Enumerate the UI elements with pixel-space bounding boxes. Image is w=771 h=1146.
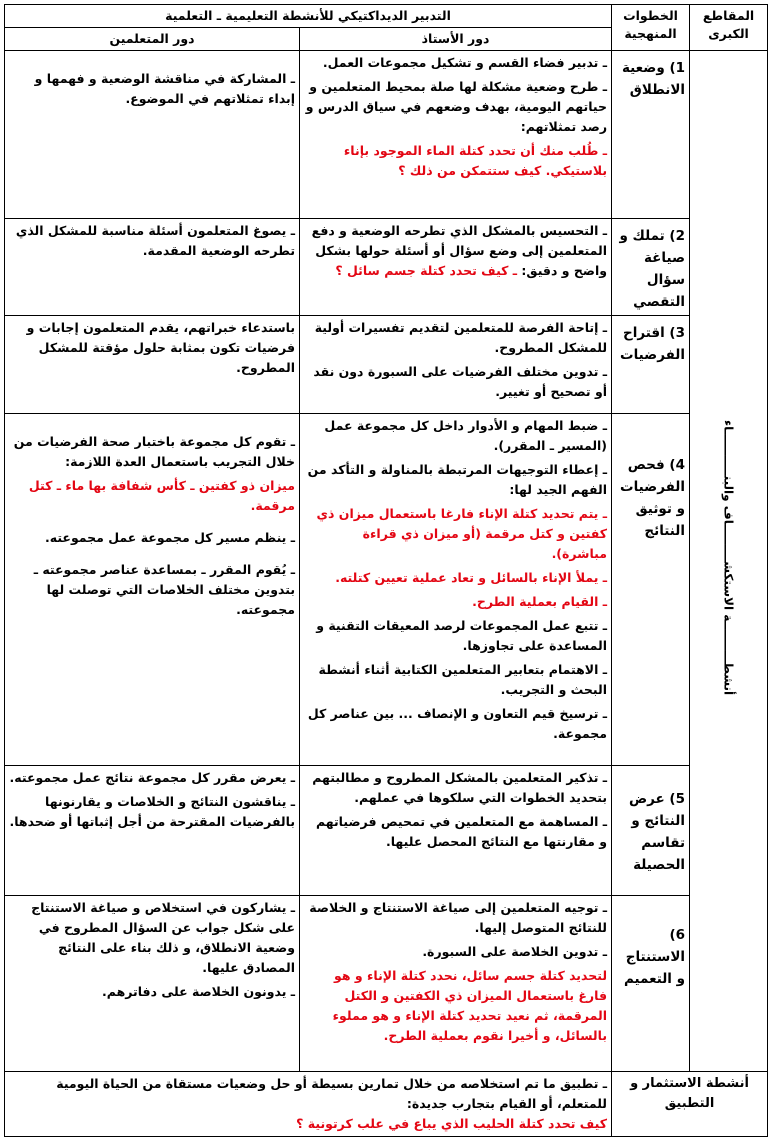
teacher-item: ـ تتبع عمل المجموعات لرصد المعيقات التقنية و المساعدة على تجاوزها.: [316, 618, 608, 653]
teacher-item-text: ـ التحسيس بالمشكل الذي تطرحه الوضعية و دفع المتعلمين إلى وضع سؤال أو أسئلة حولها بشكل واضح و دقيق:: [311, 223, 608, 278]
stage-name: 4) فحص الفرضيات و توثيق النتائج: [612, 414, 690, 766]
teacher-item-highlight: ـ كيف تحدد كتلة جسم سائل ؟: [335, 263, 518, 278]
learner-cell: [5, 766, 300, 896]
side-label: أنشطــــــــــة الاستكشـــــــــاف والبنـــــــــــاء: [721, 420, 736, 696]
stage-name: 2) تملك و صياغة سؤال التقصي: [612, 219, 690, 316]
teacher-cell: [300, 896, 612, 1072]
teacher-item: ـ تذكير المتعلمين بالمشكل المطروح و مطالبتهم بتحديد الخطوات التي سلكوها في عملهم.: [312, 770, 608, 805]
stage-row: [5, 316, 768, 414]
teacher-item: ـ تدوين مختلف الفرضيات على السبورة دون نقد أو تصحيح أو تغيير.: [313, 364, 608, 399]
teacher-item: ـ الاهتمام بتعابير المتعلمين الكتابية أثناء أنشطة البحث و التجريب.: [318, 662, 608, 697]
stage-name: 6) الاستنتاج و التعميم: [612, 896, 690, 1072]
stage-name: 5) عرض النتائج و تقاسم الحصيلة: [612, 766, 690, 896]
header-learner-role: دور المتعلمين: [5, 28, 300, 51]
teacher-item: ـ ضبط المهام و الأدوار داخل كل مجموعة عمل (المسير ـ المقرر).: [324, 418, 608, 453]
stage-name: 1) وضعية الانطلاق: [612, 51, 690, 219]
learner-item: ـ المشاركة في مناقشة الوضعية و فهمها و إبداء تمثلاتهم في الموضوع.: [34, 71, 296, 106]
teacher-item-highlight: لتحديد كتلة جسم سائل، نحدد كتلة الإناء و هو فارغ باستعمال الميزان ذي الكفتين و الكتل المرقمة، ثم نعيد تحديد كتلة الإناء و هو مملوء بالسائل، و أخيرا نقوم بعملية الطرح.: [332, 968, 608, 1043]
side-label-cell: [690, 51, 768, 1072]
application-question: كيف تحدد كتلة الحليب الذي يباع في علب كرتونية ؟: [296, 1116, 608, 1131]
application-row: [5, 1072, 768, 1137]
teacher-item: ـ تدوين الخلاصة على السبورة.: [422, 944, 608, 959]
teacher-cell: [300, 414, 612, 766]
teacher-item-highlight: ـ يملأ الإناء بالسائل و تعاد عملية تعيين كتلته.: [335, 570, 608, 585]
learner-item: ـ يشاركون في استخلاص و صياغة الاستنتاج على شكل جواب عن السؤال المطروح في وضعية الانطلاق، و ذلك بناء على النتائج المصادق عليها.: [31, 900, 296, 975]
header-big-stages: المقاطع الكبرى: [690, 5, 768, 51]
teacher-item: ـ تدبير فضاء القسم و تشكيل مجموعات العمل.: [322, 55, 608, 70]
learner-cell: [5, 896, 300, 1072]
learner-cell: [5, 316, 300, 414]
teacher-cell: [300, 51, 612, 219]
teacher-item: ـ طرح وضعية مشكلة لها صلة بمحيط المتعلمين و حياتهم اليومية، بهدف وضعهم في سياق الدرس و رصد تمثلاتهم:: [305, 79, 608, 134]
teacher-item: ـ المساهمة مع المتعلمين في تمحيص فرضياتهم و مقارنتها مع النتائج المحصل عليها.: [315, 814, 608, 849]
teacher-cell: [300, 766, 612, 896]
teacher-item: [304, 221, 607, 281]
teacher-item: ـ إعطاء التوجيهات المرتبطة بالمناولة و التأكد من الفهم الجيد لها:: [307, 462, 608, 497]
teacher-item-highlight: ـ طُلب منك أن تحدد كتلة الماء الموجود بإناء بلاستيكي. كيف ستتمكن من ذلك ؟: [343, 143, 608, 178]
learner-item: ـ يدونون الخلاصة على دفاترهم.: [102, 984, 296, 999]
stage-row: [5, 896, 768, 1072]
teacher-item-highlight: ـ يتم تحديد كتلة الإناء فارغا باستعمال ميزان ذي كفتين و كتل مرقمة (أو ميزان ذي قراءة مباشرة).: [316, 506, 608, 561]
learner-item: ـ يصوغ المتعلمون أسئلة مناسبة للمشكل الذي تطرحه الوضعية المقدمة.: [15, 223, 296, 258]
teacher-item-highlight: ـ القيام بعملية الطرح.: [472, 594, 608, 609]
teacher-item: ـ إتاحة الفرصة للمتعلمين لتقديم تفسيرات أولية للمشكل المطروح.: [314, 320, 608, 355]
teacher-cell: [300, 219, 612, 316]
application-text: ـ تطبيق ما تم استخلاصه من خلال تمارين بسيطة أو حل وضعيات مستقاة من الحياة اليومية للمتعلم، أو القيام بتجارب جديدة:: [56, 1076, 608, 1111]
lesson-plan-table: [4, 4, 768, 1137]
learner-item: ـ تقوم كل مجموعة باختبار صحة الفرضيات من خلال التجريب باستعمال العدة اللازمة:: [13, 434, 296, 469]
application-label: أنشطة الاستثمار و التطبيق: [612, 1072, 768, 1137]
header-management: التدبير الديداكتيكي للأنشطة التعليمية ـ التعلمية: [5, 5, 612, 28]
teacher-cell: [300, 316, 612, 414]
learner-cell: [5, 414, 300, 766]
stage-row: [5, 219, 768, 316]
teacher-item: ـ ترسيخ قيم التعاون و الإنصاف ... بين عناصر كل مجموعة.: [307, 706, 608, 741]
header-method-steps: الخطوات المنهجية: [612, 5, 690, 51]
header-row-1: [5, 5, 768, 28]
stage-name: 3) اقتراح الفرضيات: [612, 316, 690, 414]
learner-item: ـ يعرض مقرر كل مجموعة نتائج عمل مجموعته.: [9, 770, 296, 785]
learner-item: ـ يناقشون النتائج و الخلاصات و يقارنونها بالفرضيات المقترحة من أجل إثباتها أو ضحدها.: [9, 794, 296, 829]
teacher-item: ـ توجيه المتعلمين إلى صياغة الاستنتاج و الخلاصة للنتائج المتوصل إليها.: [309, 900, 608, 935]
learner-item: ـ ينظم مسير كل مجموعة عمل مجموعته.: [44, 530, 296, 545]
application-cell: [5, 1072, 612, 1137]
stage-row: [5, 51, 768, 219]
learner-item: باستدعاء خبراتهم، يقدم المتعلمون إجابات و فرضيات تكون بمثابة حلول مؤقتة للمشكل المطروح.: [26, 320, 296, 375]
learner-cell: [5, 219, 300, 316]
learner-item: ـ يُقوم المقرر ـ بمساعدة عناصر مجموعته ـ بتدوين مختلف الخلاصات التي توصلت لها مجموعته.: [33, 562, 296, 617]
stage-row: [5, 414, 768, 766]
header-teacher-role: دور الأستاذ: [300, 28, 612, 51]
learner-cell: [5, 51, 300, 219]
stage-row: [5, 766, 768, 896]
learner-item-highlight: ميزان ذو كفتين ـ كأس شفافة بها ماء ـ كتل مرقمة.: [28, 478, 296, 513]
